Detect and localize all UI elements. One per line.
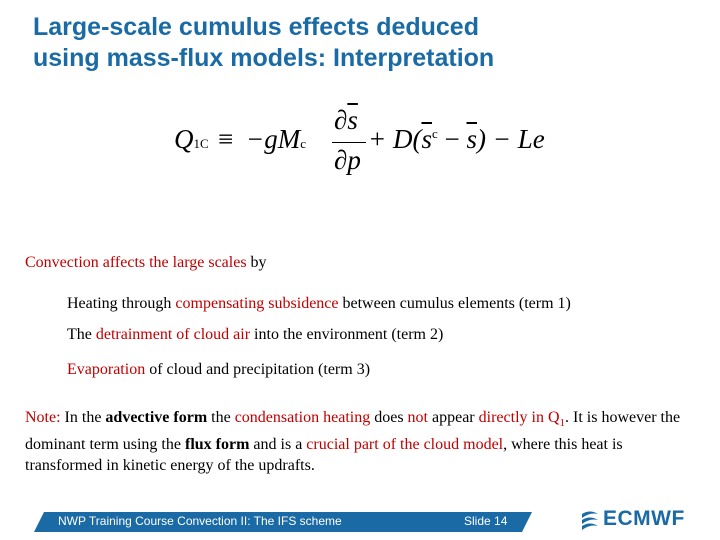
- equation-denominator: ∂p: [334, 145, 361, 175]
- equation-lhs: Q1C: [174, 124, 209, 154]
- equation-mass-flux-term: −gMc: [246, 124, 306, 154]
- list-item-term-3: Evaporation of cloud and precipitation (term 3): [67, 361, 371, 378]
- list-item-term-2: The detrainment of cloud air into the environment (term 2): [67, 326, 444, 343]
- footer-slide-number: Slide 14: [464, 514, 508, 528]
- ecmwf-logo-text: ECMWF: [603, 507, 685, 530]
- equation-detrainment-term: + $D(s^c - s) - Le$: [368, 124, 545, 154]
- slide-title: [33, 12, 693, 74]
- note-label: Note:: [25, 409, 61, 426]
- note-paragraph: Note: In the advective form the condensation heating does not appear directly in $Q_1$. It is however the dominant term using the flux form and is a crucial part of the cloud model, where this heat is transformed in kinetic energy of the updrafts.: [25, 409, 681, 475]
- equation-numerator: ∂s: [334, 105, 358, 135]
- equation-equiv: ≡: [218, 124, 234, 154]
- intro-highlight: Convection affects the large scales: [25, 254, 247, 271]
- slide-title-line-1: Large-scale cumulus effects deduced: [33, 13, 479, 41]
- equation-fraction-bar: [332, 142, 366, 143]
- intro-text: by: [246, 254, 267, 271]
- footer-course-title: NWP Training Course Convection II: The IFS scheme: [58, 514, 342, 528]
- slide-title-line-2: using mass-flux models: Interpretation: [33, 44, 495, 72]
- list-item-term-1: Heating through compensating subsidence between cumulus elements (term 1): [67, 295, 571, 312]
- q1c-equation: [168, 107, 548, 177]
- intro-line: [25, 252, 267, 273]
